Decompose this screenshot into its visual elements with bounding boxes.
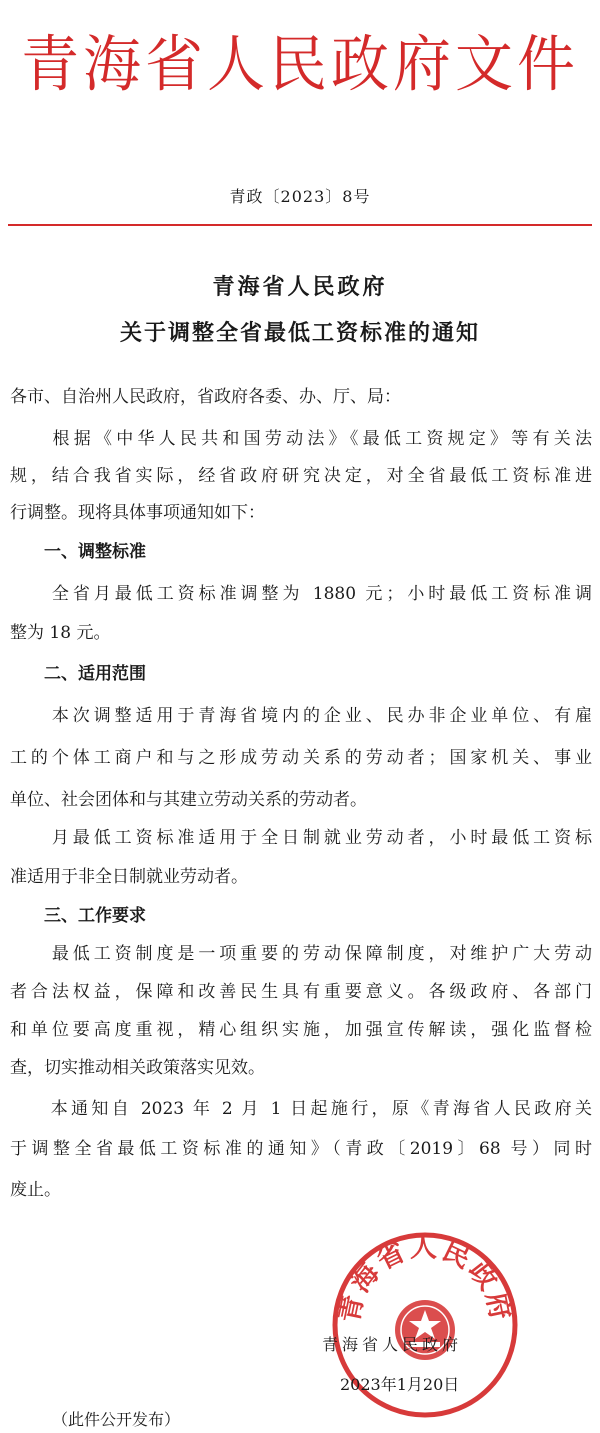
intro-line: 行调整。现将具体事项通知如下： — [10, 503, 265, 523]
signature-date: 2023年1月20日 — [340, 1375, 460, 1394]
notice-title-line2: 关于调整全省最低工资标准的通知 — [119, 321, 480, 346]
paragraph-line: 于调整全省最低工资标准的通知》（青政〔2019〕68 号）同时 — [10, 1139, 592, 1159]
paragraph-line: 本次调整适用于青海省境内的企业、民办非企业单位、有雇 — [10, 706, 592, 726]
public-release-note: （此件公开发布） — [52, 1410, 181, 1429]
intro-line: 规，结合我省实际，经省政府研究决定，对全省最低工资标准进 — [10, 466, 592, 486]
document-header-title: 青海省人民政府文件 — [20, 28, 579, 100]
section-heading: 一、调整标准 — [10, 542, 146, 562]
paragraph-line: 和单位要高度重视，精心组织实施，加强宣传解读，强化监督检 — [10, 1020, 592, 1040]
paragraph-line: 单位、社会团体和与其建立劳动关系的劳动者。 — [10, 790, 367, 810]
section-heading: 二、适用范围 — [10, 664, 146, 684]
seal-text: 青海省人民政府 — [333, 1232, 517, 1326]
paragraph-line: 月最低工资标准适用于全日制就业劳动者，小时最低工资标 — [10, 828, 592, 848]
paragraph-line: 最低工资制度是一项重要的劳动保障制度，对维护广大劳动 — [10, 944, 592, 964]
paragraph-line: 工的个体工商户和与之形成劳动关系的劳动者；国家机关、事业 — [10, 748, 592, 768]
notice-title-line1: 青海省人民政府 — [212, 275, 388, 300]
paragraph-line: 废止。 — [10, 1180, 61, 1200]
intro-line: 根据《中华人民共和国劳动法》《最低工资规定》等有关法 — [10, 429, 592, 449]
paragraph-line: 全省月最低工资标准调整为 1880 元；小时最低工资标准调 — [10, 584, 592, 604]
red-divider-rule — [8, 224, 592, 226]
paragraph-line: 整为 18 元。 — [10, 623, 111, 643]
paragraph-line: 查，切实推动相关政策落实见效。 — [10, 1058, 265, 1078]
addressee-line: 各市、自治州人民政府，省政府各委、办、厅、局： — [10, 387, 401, 407]
document-number: 青政〔2023〕8号 — [229, 187, 371, 206]
section-heading: 三、工作要求 — [10, 906, 146, 926]
signature-organization: 青海省人民政府 — [322, 1335, 463, 1354]
paragraph-line: 准适用于非全日制就业劳动者。 — [10, 867, 248, 887]
paragraph-line: 者合法权益，保障和改善民生具有重要意义。各级政府、各部门 — [10, 982, 592, 1002]
paragraph-line: 本通知自 2023 年 2 月 1 日起施行，原《青海省人民政府关 — [10, 1099, 592, 1119]
